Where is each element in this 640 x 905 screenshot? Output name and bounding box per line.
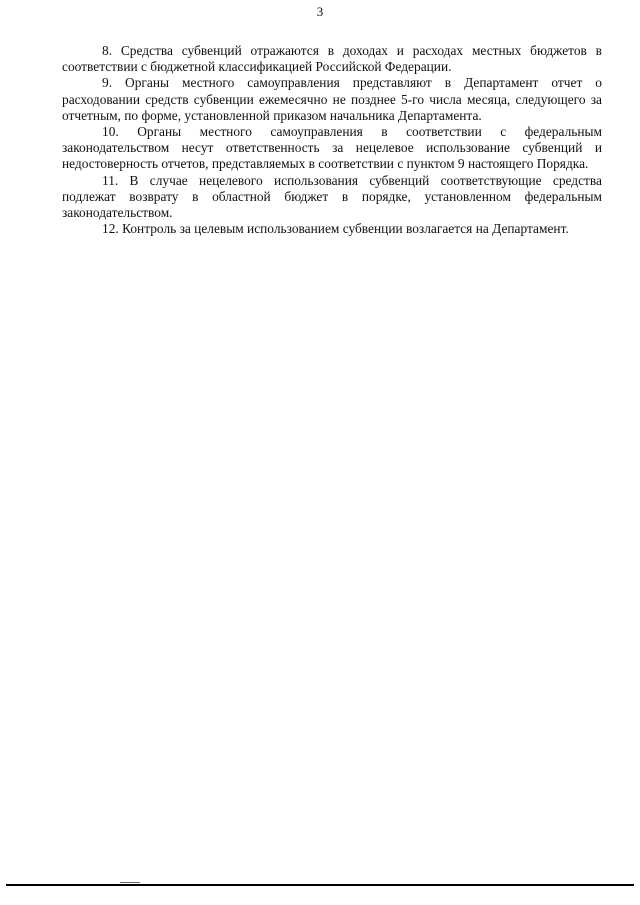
page-number: 3 xyxy=(316,4,324,19)
paragraph-10: 10. Органы местного самоуправления в соответствии с федеральным законодательством несут ответственность за нецелевое использование субвенций и недостоверность отчетов, представляемых в соответствии с пунктом 9 настоящего Порядка. xyxy=(62,124,602,172)
document-body xyxy=(62,43,602,237)
paragraph-11: 11. В случае нецелевого использования субвенций соответствующие средства подлежат возврату в областной бюджет в порядке, установленном федеральным законодательством. xyxy=(62,172,602,221)
paragraph-8: 8. Средства субвенций отражаются в доходах и расходах местных бюджетов в соответствии с бюджетной классификацией Российской Федерации. xyxy=(62,43,602,75)
footer-rule xyxy=(6,884,634,886)
paragraph-9: 9. Органы местного самоуправления представляют в Департамент отчет о расходовании средств субвенции ежемесячно не позднее 5-го числа месяца, следующего за отчетным, по форме, установленной приказом начальника Департамента. xyxy=(62,75,602,123)
paragraph-12: 12. Контроль за целевым использованием субвенции возлагается на Департамент. xyxy=(102,221,569,237)
footer-rule-mark xyxy=(120,882,140,883)
